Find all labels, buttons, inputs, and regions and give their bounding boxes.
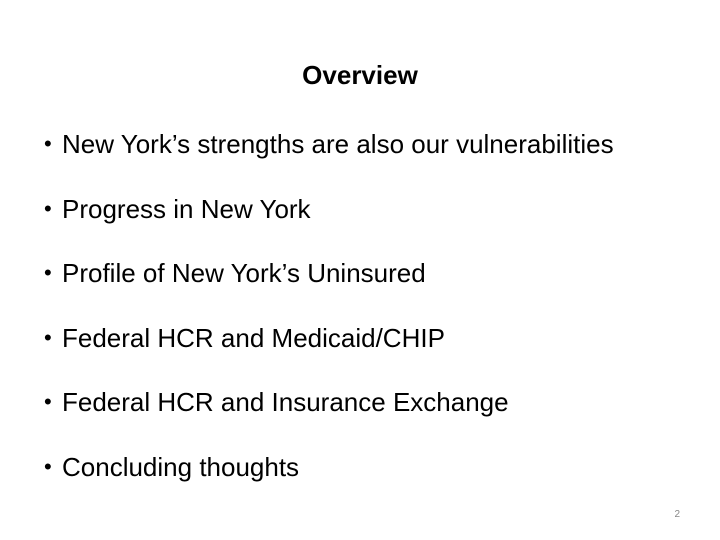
bullet-item <box>44 435 704 500</box>
page-number: 2 <box>674 509 680 520</box>
bullet-list <box>44 112 704 499</box>
bullet-marker: • <box>44 324 52 350</box>
bullet-text: New York’s strengths are also our vulnerabilities <box>62 129 614 160</box>
bullet-text: Concluding thoughts <box>62 451 300 482</box>
bullet-item <box>44 241 704 306</box>
bullet-item <box>44 112 704 177</box>
bullet-item <box>44 370 704 435</box>
bullet-text: Federal HCR and Insurance Exchange <box>62 387 509 418</box>
bullet-marker: • <box>44 453 52 479</box>
bullet-text: Profile of New York’s Uninsured <box>62 258 426 289</box>
bullet-text: Federal HCR and Medicaid/CHIP <box>62 322 445 353</box>
bullet-marker: • <box>44 195 52 221</box>
slide-title-text: Overview <box>302 60 418 90</box>
bullet-item <box>44 177 704 242</box>
bullet-text: Progress in New York <box>62 193 311 224</box>
slide-title <box>0 58 720 92</box>
bullet-marker: • <box>44 131 52 157</box>
bullet-item <box>44 306 704 371</box>
bullet-marker: • <box>44 260 52 286</box>
bullet-marker: • <box>44 389 52 415</box>
